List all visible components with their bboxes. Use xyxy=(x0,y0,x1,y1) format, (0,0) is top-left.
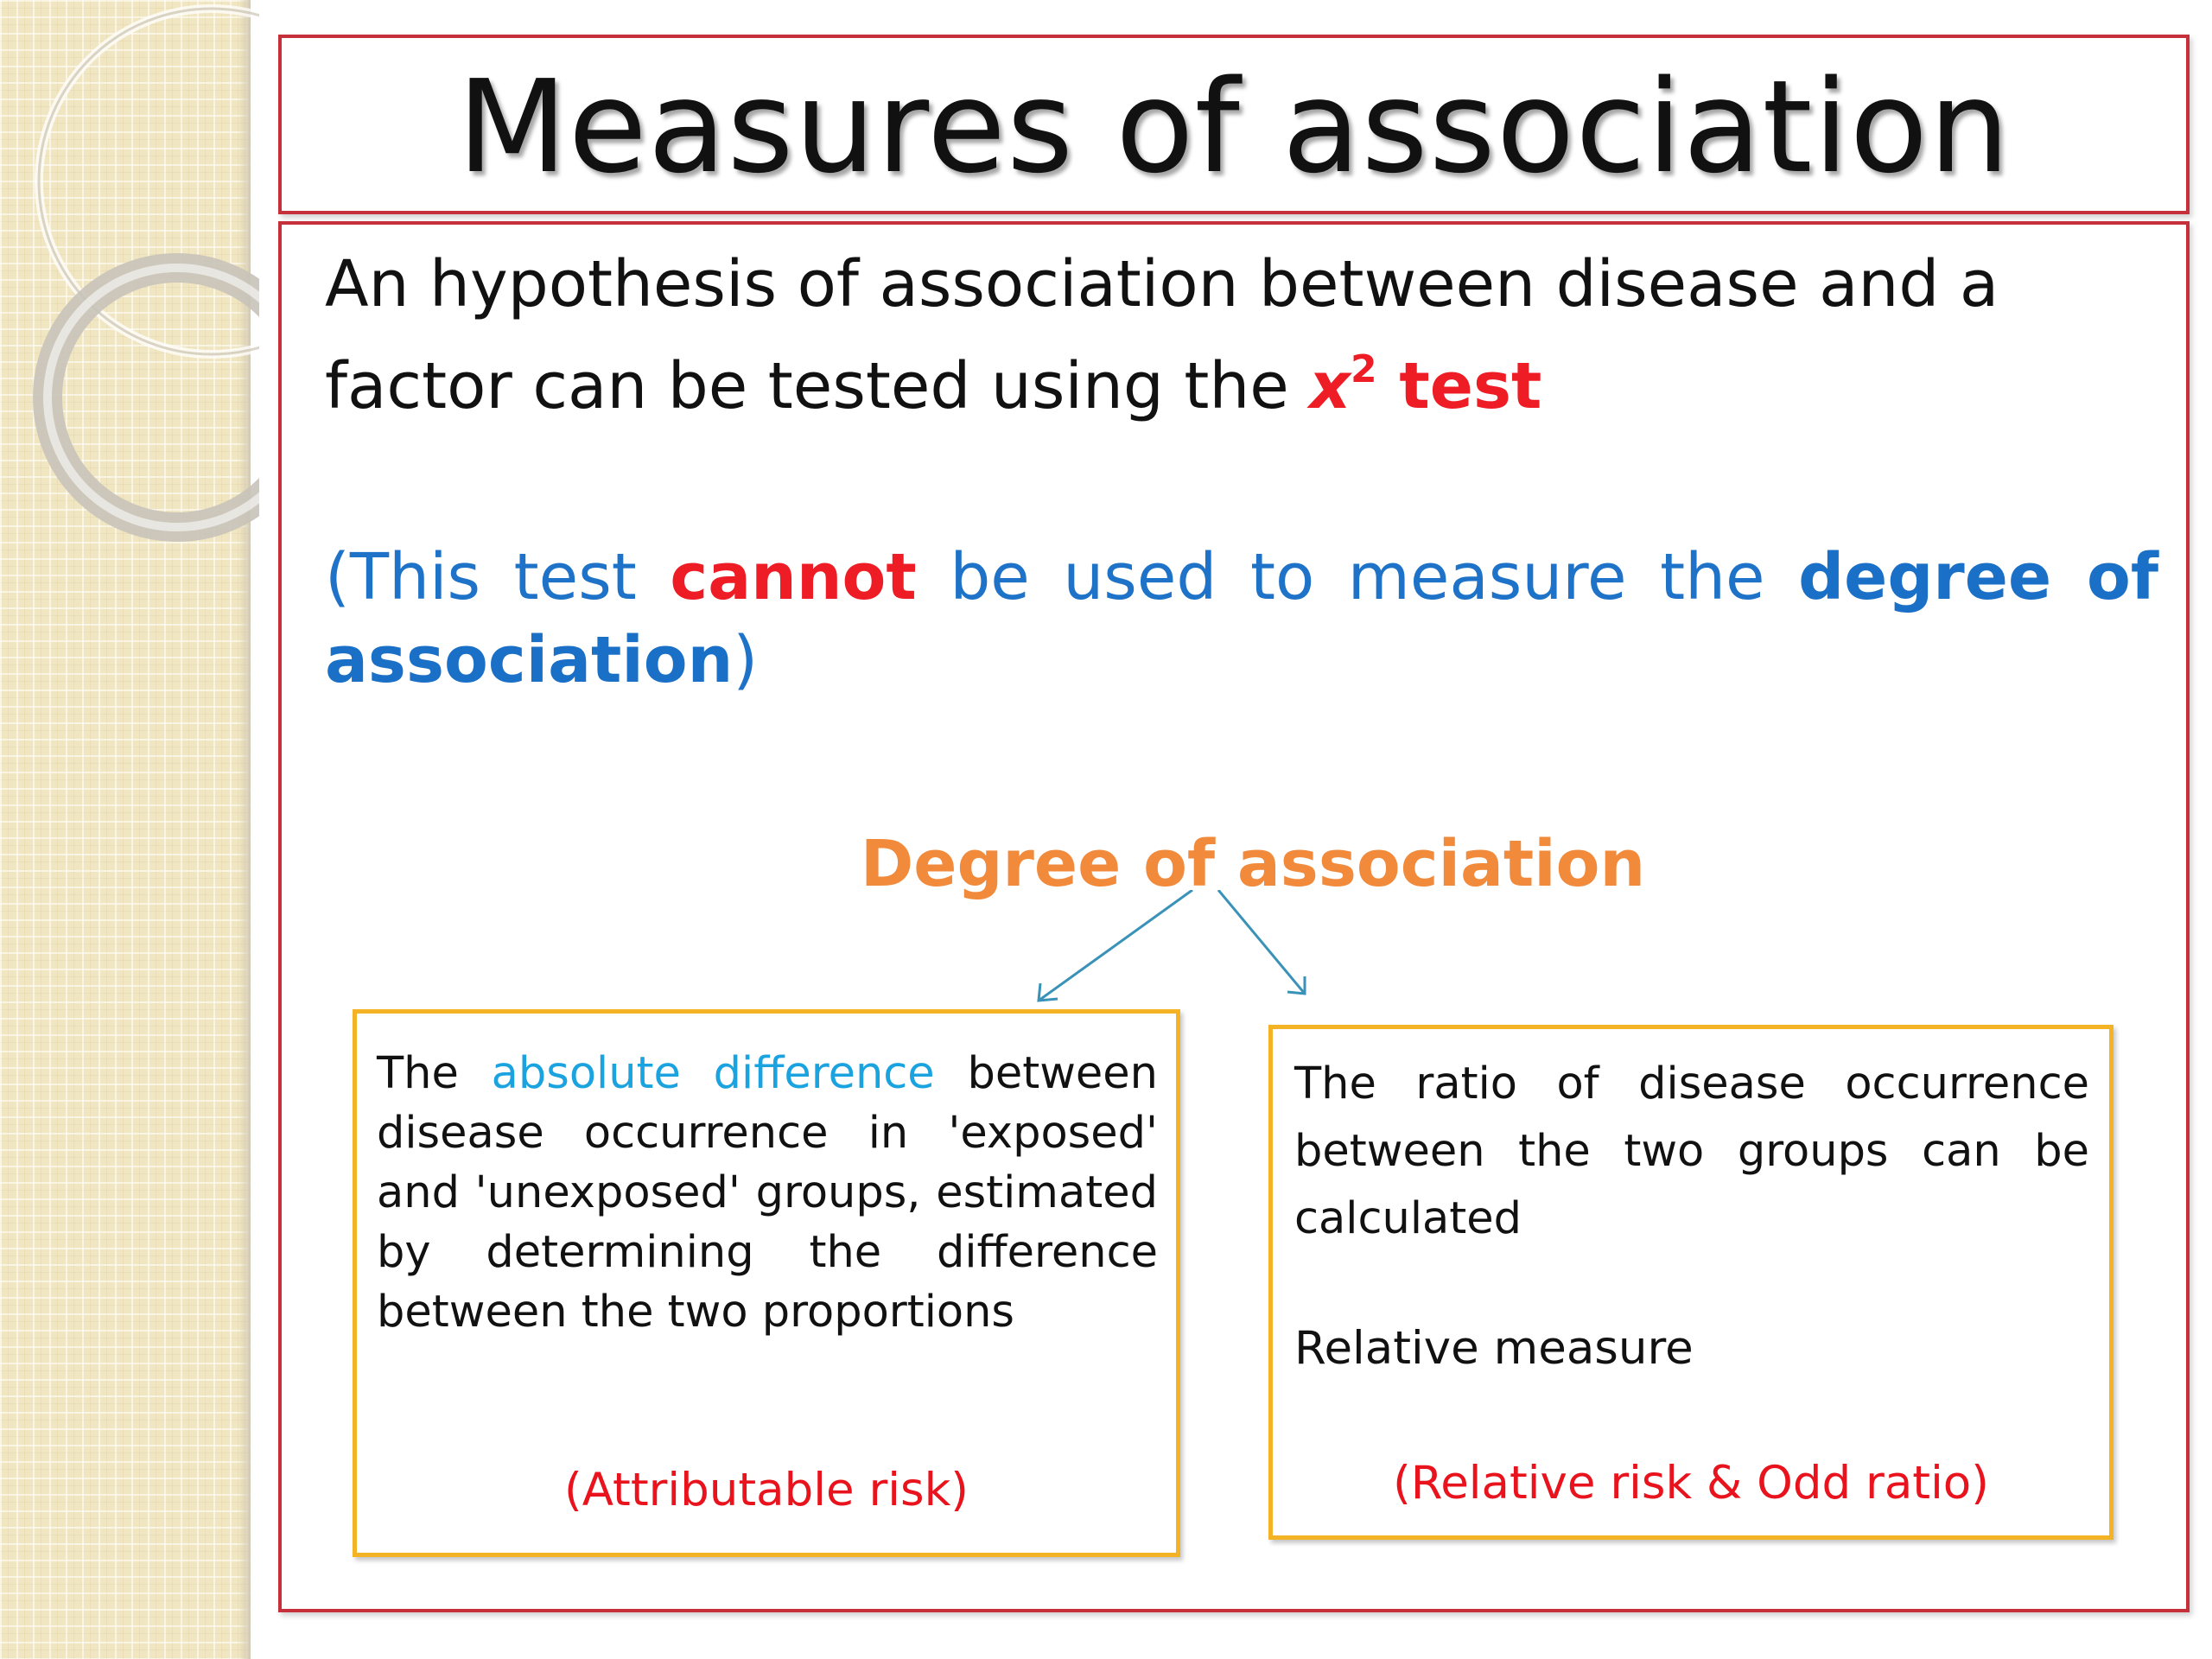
left-arrow-line xyxy=(1039,890,1192,1001)
note-close: ) xyxy=(733,623,759,697)
chi-superscript: 2 xyxy=(1351,347,1377,391)
absolute-difference-text xyxy=(377,1044,1158,1342)
left-body: between disease occurrence in 'exposed' and 'unexposed' groups, estimated by determining the difference between the two proportions xyxy=(377,1048,1158,1338)
right-arrow-line xyxy=(1218,890,1305,994)
slide-title: Measures of association xyxy=(457,53,2011,201)
branch-arrows xyxy=(1020,890,1365,1011)
note-open: (This test xyxy=(325,540,671,614)
attributable-risk-caption: (Attributable risk) xyxy=(564,1464,969,1516)
ratio-text: The ratio of disease occurrence between the two groups can be calculated xyxy=(1294,1058,2089,1244)
note-middle: be used to measure the xyxy=(916,540,1799,614)
degree-heading: Degree of association xyxy=(860,827,1646,901)
relative-risk-caption: (Relative risk & Odd ratio) xyxy=(1393,1457,1989,1510)
test-word: test xyxy=(1376,349,1542,423)
chi-symbol: x xyxy=(1309,349,1351,423)
note-emphasis: degree of association xyxy=(325,540,2159,697)
chi-square-term xyxy=(1309,349,1541,423)
intro-text: An hypothesis of association between disease and a factor can be tested using the xyxy=(325,247,1999,423)
relative-measure-label: Relative measure xyxy=(1294,1322,1694,1375)
decorative-rings xyxy=(0,0,259,553)
note-paragraph xyxy=(325,536,2158,702)
intro-paragraph xyxy=(325,233,2139,437)
absolute-difference-highlight: absolute difference xyxy=(491,1048,935,1099)
small-ring-highlight xyxy=(48,268,259,527)
left-prefix: The xyxy=(377,1048,492,1099)
note-cannot: cannot xyxy=(670,540,917,614)
